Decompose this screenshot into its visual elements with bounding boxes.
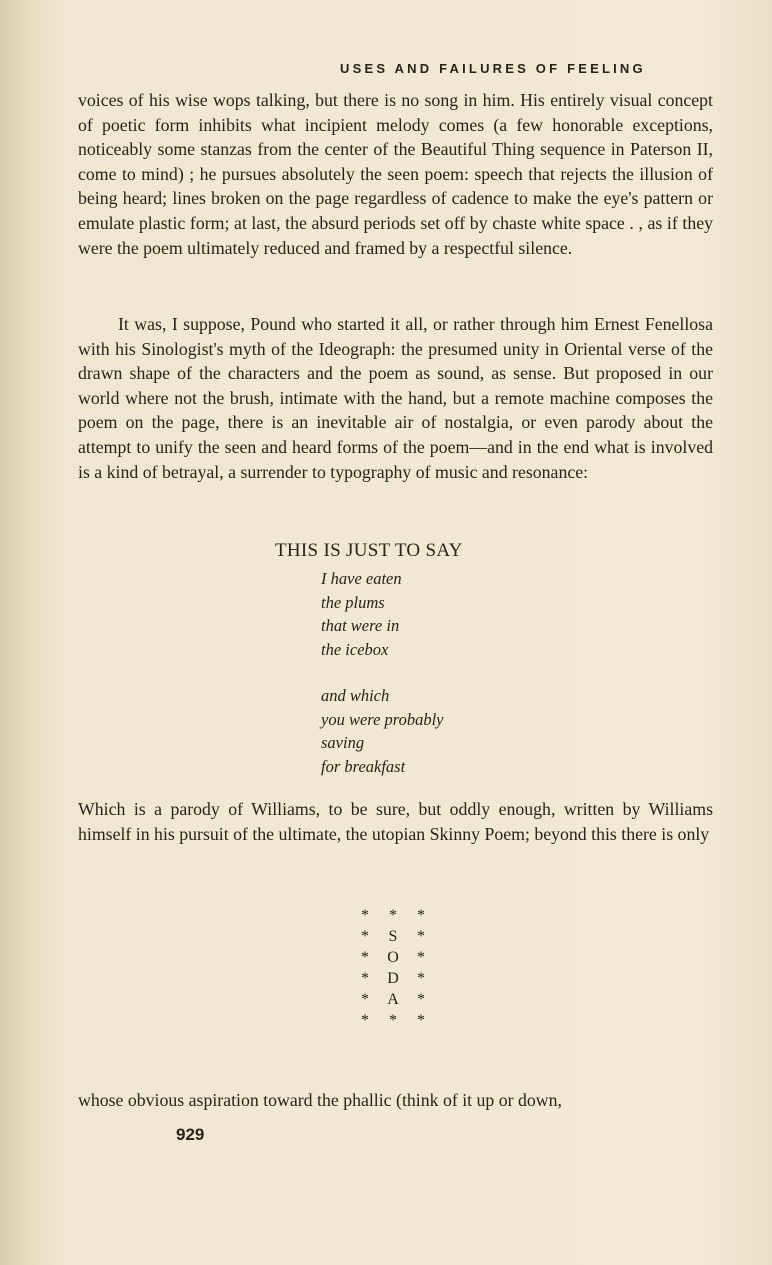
paragraph-4-text: whose obvious aspiration toward the phallic (think of it up or down, — [78, 1090, 562, 1110]
soda-char: O — [387, 949, 399, 966]
paragraph-3-text: Which is a parody of Williams, to be sure, but oddly enough, written by Williams himself in his pursuit of the ultimate, the utopian Skinny Poem; beyond this there is only — [78, 799, 713, 844]
paragraph-1-text: voices of his wise wops talking, but there is no song in him. His entirely visual concept of poetic form inhibits what incipient melody comes (a few honorable exceptions, noticeably some stanzas from the center of the Beautiful Thing sequence in Paterson II, come to mind) ; he pursues absolutely the seen poem: speech that rejects the illusion of being heard; lines broken on the page regardless of cadence to make the eye's pattern or emulate plastic form; at last, the absurd periods set off by chaste white space . , as if they were the poem ultimately reduced and framed by a respectful silence. — [78, 90, 713, 258]
soda-row — [356, 947, 430, 968]
poem-line: you were probably — [321, 709, 444, 729]
poem-line: and which — [321, 686, 390, 705]
poem-line: I have eaten — [321, 569, 402, 588]
page-number: 929 — [176, 1125, 205, 1144]
soda-char: S — [388, 928, 398, 945]
soda-char: * — [417, 949, 425, 966]
paragraph-3 — [78, 797, 713, 846]
soda-char: A — [387, 991, 399, 1008]
soda-char: * — [361, 1012, 369, 1029]
soda-row — [356, 989, 430, 1010]
soda-char: * — [417, 991, 425, 1008]
poem-body — [321, 567, 444, 778]
soda-char: * — [361, 970, 369, 987]
soda-row — [356, 968, 430, 989]
poem-title: THIS IS JUST TO SAY — [275, 540, 463, 561]
poem-line: saving — [321, 733, 365, 752]
soda-char: D — [387, 970, 399, 987]
soda-char: * — [417, 907, 425, 924]
soda-row — [356, 1010, 430, 1031]
soda-char: * — [417, 928, 425, 945]
soda-row — [356, 905, 430, 926]
soda-char: * — [361, 949, 369, 966]
poem-line: for breakfast — [321, 756, 406, 776]
soda-char: * — [417, 1012, 425, 1029]
poem-line: the plums — [321, 592, 385, 612]
soda-figure — [356, 905, 430, 1031]
soda-char: * — [389, 1012, 397, 1029]
running-head: USES AND FAILURES OF FEELING — [340, 61, 646, 76]
soda-char: * — [361, 907, 369, 924]
poem-line: the icebox — [321, 639, 389, 659]
paragraph-2-text: It was, I suppose, Pound who started it all, or rather through him Ernest Fenellosa with his Sinologist's myth of the Ideograph: the presumed unity in Oriental verse of the drawn shape of the characters and the poem as sound, as sense. But proposed in our world where not the brush, intimate with the hand, but a remote machine composes the poem on the page, there is an inevitable air of nostalgia, or even parody about the attempt to unify the seen and heard forms of the poem—and in the end what is involved is a kind of betrayal, a surrender to typography of music and resonance: — [78, 314, 713, 482]
soda-char: * — [417, 970, 425, 987]
poem-line: that were in — [321, 616, 400, 635]
paragraph-2 — [78, 312, 713, 484]
soda-char: * — [361, 991, 369, 1008]
soda-char: * — [389, 907, 397, 924]
paragraph-1 — [78, 88, 713, 260]
soda-row — [356, 926, 430, 947]
stanza-break — [321, 661, 444, 684]
paragraph-4 — [78, 1088, 713, 1113]
soda-char: * — [361, 928, 369, 945]
